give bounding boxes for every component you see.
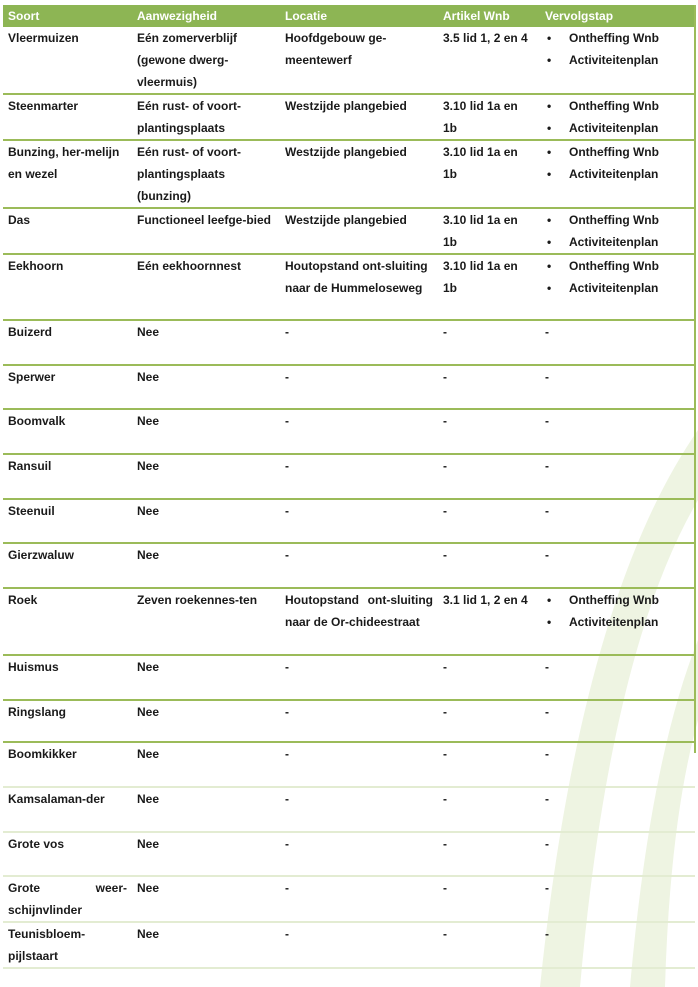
table-cell: Nee [132, 320, 280, 365]
table-cell [540, 588, 695, 655]
list-item: • Activiteitenplan [545, 49, 690, 71]
list-item: • Ontheffing Wnb [545, 27, 690, 49]
table-cell: Nee [132, 655, 280, 700]
table-cell: - [438, 922, 540, 968]
table-cell: Nee [132, 499, 280, 543]
table-row [3, 94, 695, 140]
table-cell: - [438, 365, 540, 409]
table-cell: Boomkikker [3, 742, 132, 787]
table-cell: Grote vos [3, 832, 132, 876]
table-cell: - [540, 742, 695, 787]
table-cell: Zeven roekennes-ten [132, 588, 280, 655]
table-cell: Nee [132, 700, 280, 742]
table-cell: - [540, 409, 695, 454]
table-row [3, 742, 695, 787]
table-cell: - [540, 320, 695, 365]
table-cell: Ransuil [3, 454, 132, 499]
table-cell: - [280, 700, 438, 742]
header-cell: Aanwezigheid [132, 5, 280, 27]
list-item: • Activiteitenplan [545, 231, 690, 253]
table-row [3, 409, 695, 454]
table-cell: Buizerd [3, 320, 132, 365]
table-cell: - [540, 787, 695, 832]
table-cell: 3.5 lid 1, 2 en 4 [438, 27, 540, 94]
list-item: • Ontheffing Wnb [545, 255, 690, 277]
table-cell: - [438, 409, 540, 454]
list-item: • Activiteitenplan [545, 117, 690, 139]
table-cell: - [438, 742, 540, 787]
table-cell: Huismus [3, 655, 132, 700]
table-cell: - [438, 832, 540, 876]
table-cell: - [438, 499, 540, 543]
table-cell: - [540, 922, 695, 968]
table-cell: Westzijde plangebied [280, 94, 438, 140]
table-cell: - [280, 499, 438, 543]
table-right-border [694, 5, 696, 753]
table-cell: - [280, 320, 438, 365]
header-cell: Soort [3, 5, 132, 27]
table-row [3, 787, 695, 832]
table-cell: - [280, 543, 438, 588]
table-cell [540, 94, 695, 140]
table-row [3, 588, 695, 655]
table-row [3, 254, 695, 320]
species-table [3, 5, 695, 969]
table-cell: Bunzing, her-melijn en wezel [3, 140, 132, 208]
table-cell: Nee [132, 922, 280, 968]
table-cell: - [540, 700, 695, 742]
table-cell: Houtopstand ont-sluiting naar de Hummeloseweg [280, 254, 438, 320]
list-item: • Ontheffing Wnb [545, 209, 690, 231]
table-row [3, 876, 695, 922]
table-cell: - [438, 655, 540, 700]
table-cell [540, 254, 695, 320]
table-cell: - [280, 832, 438, 876]
table-row [3, 365, 695, 409]
table-cell: 3.10 lid 1a en 1b [438, 94, 540, 140]
table-cell: Gierzwaluw [3, 543, 132, 588]
table-cell: 3.10 lid 1a en 1b [438, 208, 540, 254]
table-cell: Westzijde plangebied [280, 140, 438, 208]
table-cell: Eén rust- of voort-plantingsplaats [132, 94, 280, 140]
table-cell [540, 27, 695, 94]
table-cell: - [540, 499, 695, 543]
table-row [3, 543, 695, 588]
table-cell [540, 140, 695, 208]
table-cell: Nee [132, 876, 280, 922]
table-cell: - [280, 365, 438, 409]
table-cell: - [280, 787, 438, 832]
table-cell: - [280, 655, 438, 700]
table-row [3, 700, 695, 742]
table-cell: Grote weer-schijnvlinder [3, 876, 132, 922]
table-cell [540, 208, 695, 254]
table-cell: Nee [132, 742, 280, 787]
table-cell: - [280, 742, 438, 787]
table-header [3, 5, 695, 27]
table-cell: Kamsalaman-der [3, 787, 132, 832]
table-cell: - [540, 454, 695, 499]
list-item: • Ontheffing Wnb [545, 141, 690, 163]
table-row [3, 832, 695, 876]
table-cell: Steenuil [3, 499, 132, 543]
table-cell: Functioneel leefge-bied [132, 208, 280, 254]
list-item: • Ontheffing Wnb [545, 95, 690, 117]
table-cell: Ringslang [3, 700, 132, 742]
table-row [3, 320, 695, 365]
list-item: • Ontheffing Wnb [545, 589, 690, 611]
header-cell: Locatie [280, 5, 438, 27]
table-cell: Eén rust- of voort-plantingsplaats (bunzing) [132, 140, 280, 208]
table-cell: Hoofdgebouw ge-meentewerf [280, 27, 438, 94]
table-cell: 3.10 lid 1a en 1b [438, 140, 540, 208]
table-cell: Westzijde plangebied [280, 208, 438, 254]
table-row [3, 140, 695, 208]
table-cell: - [438, 876, 540, 922]
list-item: • Activiteitenplan [545, 277, 690, 299]
table-cell: Nee [132, 543, 280, 588]
table-cell: Houtopstand ont-sluiting naar de Or-chideestraat [280, 588, 438, 655]
table-cell: - [438, 700, 540, 742]
table-cell: Sperwer [3, 365, 132, 409]
table-cell: 3.10 lid 1a en 1b [438, 254, 540, 320]
table-cell: - [280, 922, 438, 968]
table-cell: - [540, 543, 695, 588]
table-row [3, 208, 695, 254]
table-cell: Nee [132, 832, 280, 876]
table-row [3, 27, 695, 94]
table-cell: - [438, 787, 540, 832]
table-cell: - [280, 454, 438, 499]
table-cell: - [438, 454, 540, 499]
table-cell: Eén eekhoornnest [132, 254, 280, 320]
table-cell: Nee [132, 787, 280, 832]
table-cell: - [540, 365, 695, 409]
table-cell: Teunisbloem-pijlstaart [3, 922, 132, 968]
table-cell: Steenmarter [3, 94, 132, 140]
table-cell: - [438, 543, 540, 588]
header-cell: Artikel Wnb [438, 5, 540, 27]
table-row [3, 499, 695, 543]
list-item: • Activiteitenplan [545, 611, 690, 633]
table-cell: Nee [132, 409, 280, 454]
table-row [3, 655, 695, 700]
table-cell: 3.1 lid 1, 2 en 4 [438, 588, 540, 655]
table-cell: - [280, 409, 438, 454]
table-cell: - [540, 832, 695, 876]
table-cell: - [540, 876, 695, 922]
list-item: • Activiteitenplan [545, 163, 690, 185]
table-row [3, 454, 695, 499]
table-cell: Roek [3, 588, 132, 655]
table-cell: - [438, 320, 540, 365]
header-cell: Vervolgstap [540, 5, 695, 27]
table-row [3, 922, 695, 968]
table-cell: Boomvalk [3, 409, 132, 454]
table-cell: - [540, 655, 695, 700]
table-cell: Eekhoorn [3, 254, 132, 320]
table-cell: - [280, 876, 438, 922]
table-cell: Nee [132, 454, 280, 499]
table-cell: Vleermuizen [3, 27, 132, 94]
table-cell: Nee [132, 365, 280, 409]
table-cell: Eén zomerverblijf (gewone dwerg-vleermuis) [132, 27, 280, 94]
table-cell: Das [3, 208, 132, 254]
